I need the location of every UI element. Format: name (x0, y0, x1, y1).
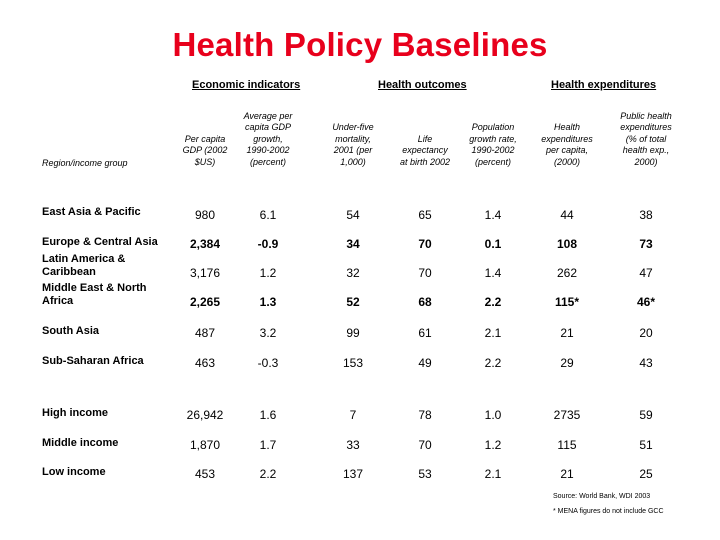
row-label-line: Latin America & (42, 253, 126, 265)
row-label (42, 325, 99, 338)
row-label (42, 253, 125, 278)
table-cell: 1.2 (259, 266, 277, 280)
table-cell: 2.2 (259, 467, 277, 481)
row-label (42, 466, 106, 479)
table-cell: 73 (639, 237, 653, 251)
table-cell: 1.4 (484, 208, 502, 222)
table-cell: 2.2 (484, 356, 502, 370)
page-title: Health Policy Baselines (172, 26, 548, 63)
table-cell: 108 (556, 237, 578, 251)
table-cell: 47 (639, 266, 653, 280)
group-header-outcomes: Health outcomes (378, 79, 467, 91)
column-header-line: Population (471, 122, 515, 132)
column-header-line: growth rate, (469, 133, 517, 144)
table-cell: 2,384 (189, 237, 221, 251)
table-cell: 453 (194, 467, 216, 481)
table-cell: 61 (418, 326, 432, 340)
row-label-line: East Asia & Pacific (42, 206, 141, 218)
source-note: Source: World Bank, WDI 2003 (553, 493, 651, 500)
row-label-line: Africa (42, 294, 74, 307)
table-cell: 46* (636, 295, 656, 309)
region-column-header: Region/income group (42, 158, 128, 168)
column-header-2 (228, 111, 308, 169)
table-cell: 43 (639, 356, 653, 370)
row-label-line: Caribbean (42, 265, 96, 278)
row-label (42, 206, 141, 219)
row-label-line: Middle income (42, 437, 119, 449)
table-cell: 115* (554, 295, 580, 309)
table-cell: 70 (418, 438, 432, 452)
column-header-3 (313, 122, 393, 168)
column-header-line: capita GDP (244, 122, 292, 132)
table-cell: 52 (346, 295, 360, 309)
column-header-line: mortality, (335, 133, 371, 144)
row-label-line: Middle East & North (42, 282, 147, 294)
table-cell: 1.4 (484, 266, 502, 280)
column-header-line: expectancy (402, 145, 448, 155)
table-cell: 70 (418, 237, 432, 251)
column-header-line: Per capita (184, 133, 226, 144)
row-label-line: Low income (42, 466, 106, 478)
mena-footnote: * MENA figures do not include GCC (553, 508, 664, 515)
column-header-6 (527, 122, 607, 168)
table-cell: 21 (560, 326, 574, 340)
column-header-line: GDP (2002 (182, 145, 228, 155)
table-cell: 115 (557, 438, 577, 452)
row-label (42, 355, 144, 368)
table-cell: 2.1 (484, 467, 502, 481)
row-label-line: Sub-Saharan Africa (42, 355, 144, 367)
column-header-line: health exp., (622, 145, 670, 155)
column-header-line: (percent) (474, 156, 511, 167)
table-cell: 1.0 (484, 408, 502, 422)
row-label (42, 282, 147, 307)
table-cell: 25 (639, 467, 653, 481)
table-cell: 1,870 (189, 438, 221, 452)
column-header-7 (606, 111, 686, 169)
table-cell: 51 (639, 438, 653, 452)
column-header-line: expenditures (620, 122, 672, 132)
table-cell: 6.1 (259, 208, 277, 222)
group-header-expenditures: Health expenditures (551, 79, 657, 91)
column-header-line: Under-five (332, 122, 374, 132)
table-cell: 2.1 (484, 326, 502, 340)
table-cell: 487 (194, 326, 216, 340)
column-header-line: 1990-2002 (246, 145, 290, 155)
table-cell: 21 (560, 467, 574, 481)
table-cell: 980 (194, 208, 216, 222)
column-header-line: Life (417, 133, 433, 144)
table-cell: 262 (556, 266, 578, 280)
column-header-line: (percent) (249, 156, 286, 167)
column-header-5 (453, 122, 533, 168)
table-cell: 78 (418, 408, 432, 422)
table-cell: 2.2 (484, 295, 502, 309)
group-header-economic: Economic indicators (192, 79, 301, 91)
table-cell: 1.7 (259, 438, 277, 452)
table-cell: 463 (194, 356, 216, 370)
table-cell: 2735 (553, 408, 581, 422)
row-label-line: Europe & Central Asia (42, 236, 158, 248)
row-label (42, 407, 108, 420)
row-label (42, 437, 118, 450)
column-header-line: 2000) (634, 156, 658, 167)
column-header-line: per capita, (545, 145, 589, 155)
column-header-line: 2001 (per (333, 145, 373, 155)
table-cell: 65 (418, 208, 432, 222)
table-cell: 68 (418, 295, 432, 309)
table-cell: 0.1 (484, 237, 502, 251)
table-cell: 33 (346, 438, 360, 452)
table-cell: 3.2 (259, 326, 277, 340)
table-cell: 137 (342, 467, 364, 481)
table-cell: 59 (639, 408, 653, 422)
column-header-line: growth, (253, 133, 283, 144)
column-header-line: expenditures (541, 133, 593, 144)
table-cell: 26,942 (186, 408, 224, 422)
table-cell: 1.2 (484, 438, 502, 452)
row-label-line: High income (42, 407, 109, 419)
row-label-line: South Asia (42, 325, 100, 337)
column-header-line: 1,000) (340, 156, 366, 167)
column-header-line: Health (553, 122, 580, 132)
table-cell: 7 (349, 408, 357, 422)
table-cell: 20 (639, 326, 653, 340)
table-cell: 1.6 (259, 408, 277, 422)
table-cell: 44 (560, 208, 574, 222)
row-label (42, 236, 158, 249)
table-cell: -0.9 (257, 237, 279, 251)
table-cell: 2,265 (189, 295, 221, 309)
table-cell: 29 (560, 356, 574, 370)
table-cell: 99 (346, 326, 360, 340)
table-cell: 54 (346, 208, 360, 222)
table-cell: 1.3 (259, 295, 277, 309)
table-cell: 153 (342, 356, 364, 370)
table-cell: 49 (418, 356, 432, 370)
table-cell: 32 (346, 266, 360, 280)
table-cell: 70 (418, 266, 432, 280)
column-header-line: (% of total (625, 133, 667, 144)
table-cell: 38 (639, 208, 653, 222)
table-cell: 34 (346, 237, 360, 251)
column-header-line: Public health (620, 110, 672, 121)
column-header-line: (2000) (553, 156, 580, 167)
column-header-line: 1990-2002 (471, 145, 515, 155)
column-header-line: Average per (243, 110, 293, 121)
column-header-line: $US) (194, 156, 216, 167)
table-cell: -0.3 (257, 356, 279, 370)
table-cell: 3,176 (189, 266, 221, 280)
table-cell: 53 (418, 467, 432, 481)
column-header-line: at birth 2002 (399, 156, 451, 167)
